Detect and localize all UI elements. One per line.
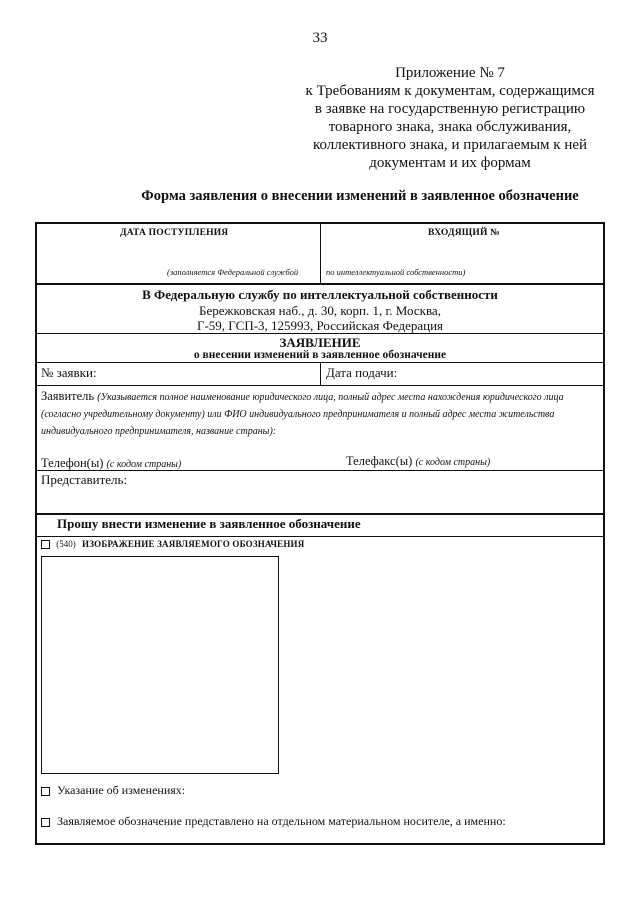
filing-date-field[interactable]: Дата подачи:	[326, 365, 398, 380]
statement-title: ЗАЯВЛЕНИЕ	[279, 335, 361, 350]
appendix-line: Приложение № 7	[395, 65, 505, 81]
form-title: Форма заявления о внесении изменений в заявленное обозначение	[141, 188, 579, 204]
image-section-header	[41, 539, 304, 549]
image-checkbox[interactable]	[41, 540, 50, 549]
receipt-divider	[320, 223, 321, 283]
divider	[36, 283, 604, 285]
appendix-line: документам и их формам	[369, 155, 531, 171]
appendix-line: к Требованиям к документам, содержащимся	[305, 83, 595, 99]
application-number-field[interactable]: № заявки:	[41, 365, 97, 380]
image-code: (540)	[56, 539, 76, 549]
phone-label: Телефон(ы)	[41, 456, 104, 470]
addressee-line: Бережковская наб., д. 30, корп. 1, г. Москва,	[199, 303, 441, 318]
appendix-line: товарного знака, знака обслуживания,	[328, 119, 572, 135]
page-number: 33	[312, 30, 328, 46]
medium-label: Заявляемое обозначение представлено на отдельном материальном носителе, а именно:	[57, 814, 506, 828]
appendix-caption	[300, 64, 600, 172]
addressee-line: Г-59, ГСП-3, 125993, Российская Федерация	[196, 318, 444, 333]
medium-field[interactable]	[41, 814, 506, 829]
incoming-number-label: ВХОДЯЩИЙ №	[428, 228, 500, 238]
applicant-block[interactable]	[41, 388, 601, 439]
image-label: ИЗОБРАЖЕНИЕ ЗАЯВЛЯЕМОГО ОБОЗНАЧЕНИЯ	[82, 539, 305, 549]
statement-subtitle: о внесении изменений в заявленное обозначение	[193, 349, 447, 361]
fax-label: Телефакс(ы)	[346, 454, 413, 468]
addressee-title: В Федеральную службу по интеллектуальной собственности	[142, 287, 498, 302]
changes-label: Указание об изменениях:	[57, 783, 186, 797]
receipt-note-right: по интеллектуальной собственности)	[326, 267, 466, 277]
appendix-line: коллективного знака, и прилагаемым к ней	[312, 137, 588, 153]
changes-checkbox[interactable]	[41, 787, 50, 796]
applicant-label: Заявитель	[41, 389, 95, 403]
fax-hint: (с кодом страны)	[415, 457, 491, 468]
divider	[36, 385, 604, 386]
changes-field[interactable]	[41, 783, 185, 798]
phone-hint: (с кодом страны)	[106, 459, 182, 470]
divider	[36, 470, 604, 471]
divider	[36, 536, 604, 537]
divider	[36, 333, 604, 334]
appendix-line: в заявке на государственную регистрацию	[314, 101, 586, 117]
date-received-label: ДАТА ПОСТУПЛЕНИЯ	[120, 228, 229, 238]
representative-field[interactable]: Представитель:	[41, 472, 128, 487]
fax-field[interactable]	[346, 454, 490, 470]
receipt-note-left: (заполняется Федеральной службой	[167, 267, 299, 277]
application-divider	[320, 362, 321, 385]
request-title: Прошу внести изменение в заявленное обозначение	[57, 516, 361, 531]
mark-image-box[interactable]	[41, 556, 279, 774]
medium-checkbox[interactable]	[41, 818, 50, 827]
applicant-hint: (Указывается полное наименование юридического лица, полный адрес места нахождения юридического лица (согласно учредительному документу) или ФИО индивидуального предпринимателя и полный адрес места жительства индивидуального предпринимателя, название страны):	[41, 392, 564, 437]
divider	[36, 513, 604, 515]
